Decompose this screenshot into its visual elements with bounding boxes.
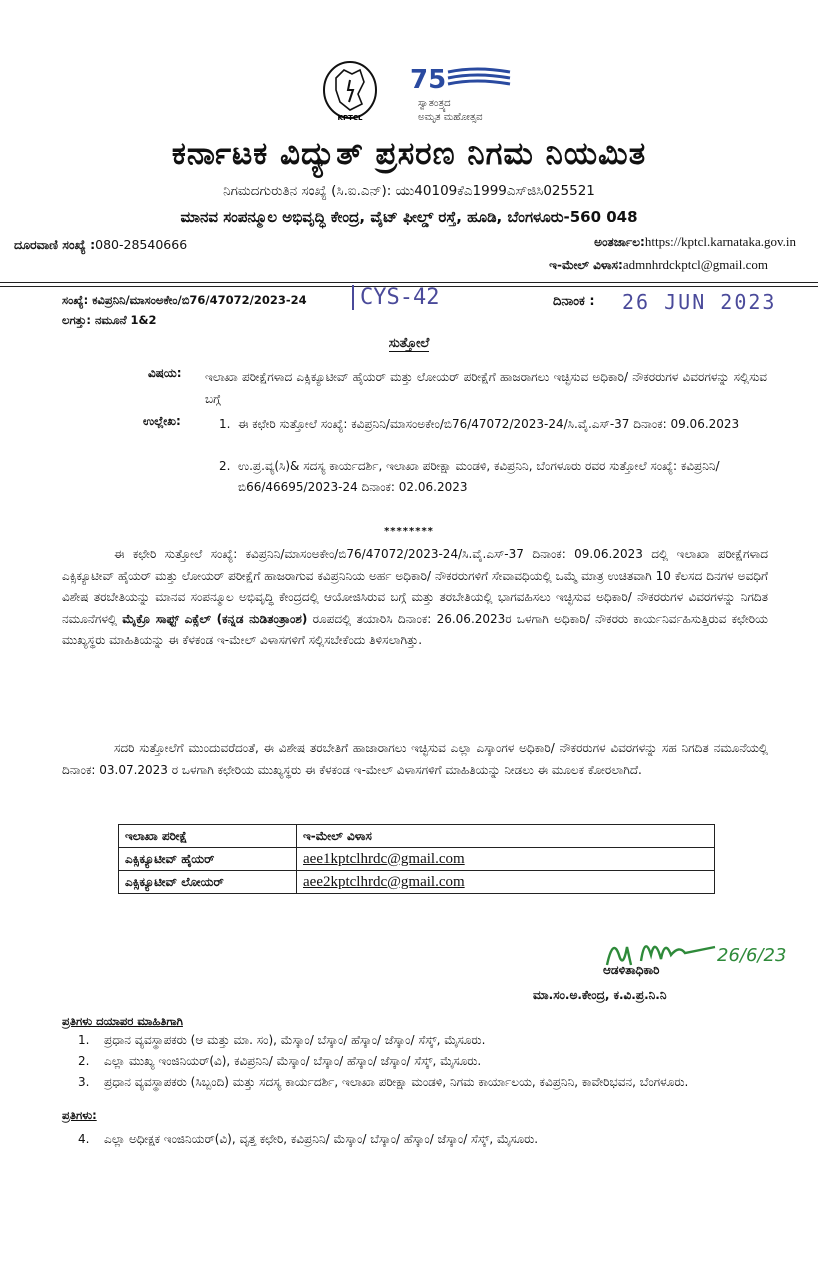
handwritten-reference: CYS-42 [352, 285, 439, 310]
copies-info-heading: ಪ್ರತಿಗಳು ದಯಾಪರ ಮಾಹಿತಿಗಾಗಿ [62, 1014, 183, 1028]
website-label: ಅಂತರ್ಜಾಲ: [594, 235, 645, 249]
date-stamp: 26 JUN 2023 [622, 290, 777, 314]
list-item [78, 1030, 768, 1051]
exam-email-cell [297, 848, 715, 871]
reference-item [219, 414, 767, 435]
table-row [119, 871, 715, 894]
copy-text: ಎಲ್ಲಾ ಅಧೀಕ್ಷಕ ಇಂಜಿನಿಯರ್(ವಿ), ವೃತ್ತ ಕಛೇರಿ, ಕವಿಪ್ರನಿನಿ/ ಮೆಸ್ಕಾಂ/ ಬೆಸ್ಕಾಂ/ ಹೆಸ್ಕಾಂ/ ಜೆಸ್ಕಾಂ/ ಸೆಸ್ಕ್, ಮೈಸೂರು. [104, 1132, 539, 1146]
table-header-email: ಇ-ಮೇಲ್ ವಿಳಾಸ [297, 825, 715, 848]
reference-number: ಸಂಖ್ಯೆ: ಕವಿಪ್ರನಿನಿ/ಮಾಸಂಅಕೇಂ/ಬಿ76/47072/2023-24 [62, 293, 307, 307]
separator: ******** [384, 526, 434, 537]
kptcl-logo [322, 60, 378, 124]
circular-heading [0, 336, 818, 351]
copy-number: 2. [78, 1054, 90, 1068]
emblem-number: 75 [410, 65, 447, 95]
officer-designation: ಆಡಳಿತಾಧಿಕಾರಿ [603, 963, 660, 977]
date-label: ದಿನಾಂಕ : [553, 294, 595, 309]
website-line [594, 234, 796, 250]
circular-heading-text: ಸುತ್ತೋಲೆ [388, 336, 430, 351]
para1-bold-software: ಮೈಕ್ರೊ ಸಾಫ್ಟ್ ಎಕ್ಸೆಲ್ (ಕನ್ನಡ ನುಡಿತಂತ್ರಾಂಶ) [122, 611, 308, 626]
officer-office: ಮಾ.ಸಂ.ಅ.ಕೇಂದ್ರ, ಕ.ವಿ.ಪ್ರ.ನಿ.ನಿ [533, 988, 667, 1002]
logo-text: KPTCL [337, 114, 363, 122]
enclosure-note: ಲಗತ್ತು: ನಮೂನೆ 1&2 [62, 313, 157, 327]
email-line [549, 257, 768, 273]
organization-title: ಕರ್ನಾಟಕ ವಿದ್ಯುತ್ ಪ್ರಸರಣ ನಿಗಮ ನಿಯಮಿತ [171, 136, 647, 172]
para2-text: ಸದರಿ ಸುತ್ತೋಲೆಗೆ ಮುಂದುವರೆದಂತೆ, ಈ ವಿಶೇಷ ತರಬೇತಿಗೆ ಹಾಜಾರಾಗಲು ಇಚ್ಛಿಸುವ ಎಲ್ಲಾ ಎಸ್ಕಾಂಗಳ ಅಧಿಕಾರಿ/ ನೌಕರರುಗಳ ವಿವರಗಳನ್ನು ಸಹ ನಿಗದಿತ ನಮೂನೆಯಲ್ಲಿ ದಿನಾಂಕ: 03.07.2023 ರ ಒಳಗಾಗಿ ಕಛೇರಿಯ ಮುಖ್ಯಸ್ಥರು ಈ ಕೆಳಕಂಡ ಇ-ಮೇಲ್ ವಿಳಾಸಗಳಿಗೆ ಮಾಹಿತಿಯನ್ನು ನೀಡಲು ಈ ಮೂಲಕ ಕೋರಲಾಗಿದೆ. [62, 741, 768, 777]
list-item [78, 1051, 768, 1072]
copy-text: ಎಲ್ಲಾ ಮುಖ್ಯ ಇಂಜಿನಿಯರ್(ವಿ), ಕವಿಪ್ರನಿನಿ/ ಮೆಸ್ಕಾಂ/ ಬೆಸ್ಕಾಂ/ ಹೆಸ್ಕಾಂ/ ಜೆಸ್ಕಾಂ/ ಸೆಸ್ಕ್, ಮೈಸೂರು. [104, 1054, 482, 1068]
copy-text: ಪ್ರಧಾನ ವ್ಯವಸ್ಥಾಪಕರು (ಆ ಮತ್ತು ಮಾ. ಸಂ), ಮೆಸ್ಕಾಂ/ ಬೆಸ್ಕಾಂ/ ಹೆಸ್ಕಾಂ/ ಜೆಸ್ಕಾಂ/ ಸೆಸ್ಕ್, ಮೈಸೂರು. [104, 1033, 486, 1047]
copy-text: ಪ್ರಧಾನ ವ್ಯವಸ್ಥಾಪಕರು (ಸಿಬ್ಬಂದಿ) ಮತ್ತು ಸದಸ್ಯ ಕಾರ್ಯದರ್ಶಿ, ಇಲಾಖಾ ಪರೀಕ್ಷಾ ಮಂಡಳಿ, ನಿಗಮ ಕಾರ್ಯಾಲಯ, ಕವಿಪ್ರನಿನಿ, ಕಾವೇರಿಭವನ, ಬೆಂಗಳೂರು. [104, 1075, 689, 1089]
table-row [119, 848, 715, 871]
reference-text-1: ಈ ಕಛೇರಿ ಸುತ್ತೋಲೆ ಸಂಖ್ಯೆ: ಕವಿಪ್ರನಿನಿ/ಮಾಸಂಅಕೇಂ/ಬಿ76/47072/2023-24/ಸಿ.ವೈ.ಎಸ್-37 ದಿನಾಂಕ: 09.06.2023 [238, 417, 740, 431]
azadi-ka-amrit-mahotsav-emblem [406, 62, 518, 126]
phone-label: ದೂರವಾಣಿ ಸಂಖ್ಯೆ : [14, 237, 96, 252]
emblem-text-1: ಸ್ವಾತಂತ್ರ್ಯದ [418, 98, 451, 109]
body-paragraph-2 [62, 738, 768, 781]
reference-number-2: 2. [219, 459, 231, 473]
body-paragraph-1 [62, 544, 768, 652]
signature-date: 26/6/23 [717, 945, 787, 966]
exam-email-cell [297, 871, 715, 894]
subject-label: ವಿಷಯ: [148, 366, 182, 380]
list-item [78, 1072, 768, 1093]
reference-number-1: 1. [219, 417, 231, 431]
subject-text: ಇಲಾಖಾ ಪರೀಕ್ಷೆಗಳಾದ ಎಕ್ಸಿಕ್ಯೂಟೀವ್ ಹೈಯರ್ ಮತ್ತು ಲೋಯರ್ ಪರೀಕ್ಷೆಗೆ ಹಾಜರಾಗಲು ಇಚ್ಛಿಸುವ ಅಧಿಕಾರಿ/ ನೌಕರರುಗಳ ವಿವರಗಳನ್ನು ಸಲ್ಲಿಸುವ ಬಗ್ಗೆ [205, 370, 767, 406]
list-item [78, 1129, 768, 1150]
copy-number: 1. [78, 1033, 90, 1047]
exam-email-link[interactable]: aee1kptclhrdc@gmail.com [303, 850, 465, 867]
phone-number: 080-28540666 [95, 237, 188, 252]
reference-item [219, 456, 767, 498]
header-divider [0, 282, 818, 283]
table-header-exam: ಇಲಾಖಾ ಪರೀಕ್ಷೆ [119, 825, 297, 848]
para1-part-a: ಈ ಕಛೇರಿ ಸುತ್ತೋಲೆ ಸಂಖ್ಯೆ: ಕವಿಪ್ರನಿನಿ/ಮಾಸಂಅಕೇಂ/ಬಿ76/47072/2023-24/ಸಿ.ವೈ.ಎಸ್-37 ದಿನಾಂಕ: 09.06.2023 ದಲ್ಲಿ ಇಲಾಖಾ ಪರೀಕ್ಷೆಗಳಾದ ಎಕ್ಸಿಕ್ಯೂಟೀವ್ ಹೈಯರ್ ಮತ್ತು ಲೋಯರ್ ಪರೀಕ್ಷೆಗೆ ಹಾಜರಾಗುವ ಕವಿಪ್ರನಿನಿಯ ಅರ್ಹ ಅಧಿಕಾರಿ/ ನೌಕರರುಗಳಿಗೆ ಸೇವಾವಧಿಯಲ್ಲಿ ಒಮ್ಮೆ ಮಾತ್ರ ಉಚಿತವಾಗಿ 10 ಕೆಲಸದ ದಿನಗಳ ಅವಧಿಗೆ ವಿಶೇಷ ತರಬೇತಿಯನ್ನು ಮಾನವ ಸಂಪನ್ಮೂಲ ಅಭಿವೃದ್ಧಿ ಕೇಂದ್ರದಲ್ಲಿ ಆಯೋಜಿಸಿರುವ ಬಗ್ಗೆ ಮತ್ತು ತರಬೇತಿಯಲ್ಲಿ ಭಾಗವಹಿಸಲು ಇಚ್ಛಿಸುವ ಅಧಿಕಾರಿ/ ನೌಕರರುಗಳ ವಿವರಗಳನ್ನು ನಿಗದಿತ ನಮೂನೆಗಳಲ್ಲಿ [62, 547, 768, 626]
exam-email-link[interactable]: aee2kptclhrdc@gmail.com [303, 873, 465, 890]
references-label: ಉಲ್ಲೇಖ: [143, 414, 181, 428]
exam-name: ಎಕ್ಸಿಕ್ಯೂಟೀವ್ ಲೋಯರ್ [119, 871, 297, 894]
copies-heading: ಪ್ರತಿಗಳು: [62, 1108, 97, 1122]
copy-number: 4. [78, 1132, 90, 1146]
phone-line [14, 237, 187, 253]
emblem-text-2: ಅಮೃತ ಮಹೋತ್ಸವ [418, 112, 483, 123]
para1-part-b: ರೂಪದಲ್ಲಿ ತಯಾರಿಸಿ ದಿನಾಂಕ: 26.06.2023ರ ಒಳಗಾಗಿ ಅಧಿಕಾರಿ/ ನೌಕರರು ಕಾರ್ಯನಿರ್ವಹಿಸುತ್ತಿರುವ ಕಛೇರಿಯ ಮುಖ್ಯಸ್ಥರು ಮಾಹಿತಿಯನ್ನು ಈ ಕೆಳಕಂಡ ಇ-ಮೇಲ್ ವಿಳಾಸಗಳಿಗೆ ಸಲ್ಲಿಸಬೇಕೆಂದು ತಿಳಿಸಲಾಗಿತ್ತು. [62, 611, 768, 647]
cin-number: ನಿಗಮದಗುರುತಿನ ಸಂಖ್ಯೆ (ಸಿ.ಐ.ಎನ್): ಯು40109ಕೆಎ1999ಎಸ್‌ಜಿಸಿ025521 [223, 183, 595, 199]
website-link[interactable]: https://kptcl.karnataka.gov.in [644, 234, 796, 249]
email-link[interactable]: admnhrdckptcl@gmail.com [622, 257, 768, 272]
table-header-row [119, 825, 715, 848]
exam-name: ಎಕ್ಸಿಕ್ಯೂಟೀವ್ ಹೈಯರ್ [119, 848, 297, 871]
email-table [118, 824, 715, 894]
reference-text-2: ಉ.ಪ್ರ.ವ್ಯ(ಸಿ)& ಸದಸ್ಯ ಕಾರ್ಯದರ್ಶಿ, ಇಲಾಖಾ ಪರೀಕ್ಷಾ ಮಂಡಳಿ, ಕವಿಪ್ರನಿನಿ, ಬೆಂಗಳೂರು ರವರ ಸುತ್ತೋಲೆ ಸಂಖ್ಯೆ: ಕವಿಪ್ರನಿನಿ/ಬಿ66/46695/2023-24 ದಿನಾಂಕ: 02.06.2023 [238, 459, 720, 494]
copy-number: 3. [78, 1075, 90, 1089]
office-address: ಮಾನವ ಸಂಪನ್ಮೂಲ ಅಭಿವೃದ್ಧಿ ಕೇಂದ್ರ, ವೈಟ್ ಫೀಲ್ಡ್ ರಸ್ತೆ, ಹೂಡಿ, ಬೆಂಗಳೂರು-560 048 [180, 208, 638, 226]
email-label: ಇ-ಮೇಲ್ ವಿಳಾಸ: [549, 258, 623, 272]
